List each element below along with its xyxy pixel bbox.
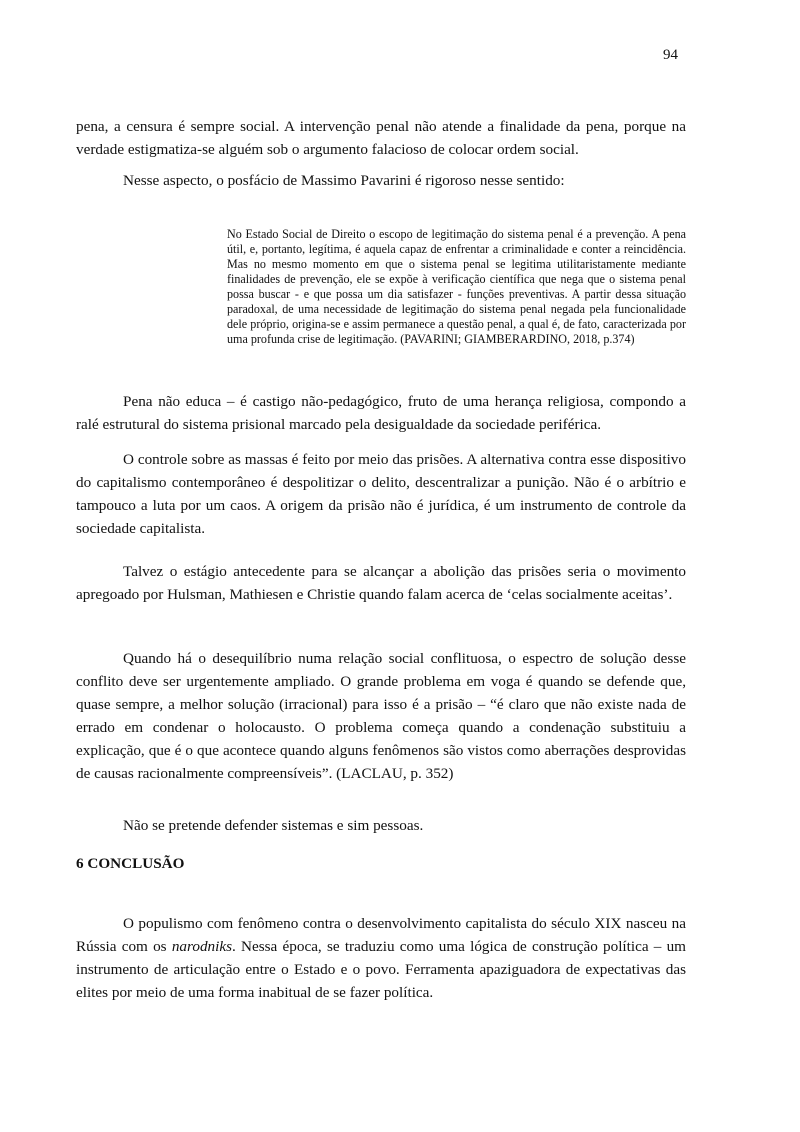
paragraph-controle-massas: O controle sobre as massas é feito por meio das prisões. A alternativa contra esse dispositivo do capitalismo contemporâneo é despolitizar o delito, descentralizar a punição. Não é o arbítrio e tampouco a luta por um caos. A origem da prisão não é jurídica, é um instrumento de controle da sociedade capitalista. bbox=[76, 451, 686, 537]
paragraph-penal-censure: pena, a censura é sempre social. A intervenção penal não atende a finalidade da pena, porque na verdade estigmatiza-se alguém sob o argumento falacioso de colocar ordem social. bbox=[76, 118, 686, 158]
paragraph-abolicao-prisoes: Talvez o estágio antecedente para se alcançar a abolição das prisões seria o movimento apregoado por Hulsman, Mathiesen e Christie quando falam acerca de ‘celas socialmente aceitas’. bbox=[76, 563, 686, 603]
narodniks-term: narodniks bbox=[171, 938, 233, 955]
paragraph-sistemas-pessoas: Não se pretende defender sistemas e sim pessoas. bbox=[123, 817, 424, 834]
paragraph-pena-nao-educa: Pena não educa – é castigo não-pedagógico, fruto de uma herança religiosa, compondo a ralé estrutural do sistema prisional marcado pela desigualdade da sociedade periférica. bbox=[76, 393, 686, 433]
conclusion-text-start: O populismo com fenômeno contra o desenvolvimento capitalista do século XIX nasceu na Rússia com os bbox=[76, 915, 686, 955]
conclusion-text-end: . Nessa época, se traduziu como uma lógica de construção política – um instrumento de articulação entre o Estado e o povo. Ferramenta apaziguadora de expectativas das elites por meio de uma forma inabitual de se fazer política. bbox=[76, 938, 686, 1001]
paragraph-desequilibrio: Quando há o desequilíbrio numa relação social conflituosa, o espectro de solução desse conflito deve ser urgentemente ampliado. O grande problema em voga é quando se defende que, quase sempre, a melhor solução (irracional) para isso é a prisão – “é claro que não existe nada de errado em condenar o holocausto. O problema começa quando a condenação substituiu a explicação, que é o que acontece quando alguns fenômenos são vistos como aberrações desprovidas de causas racionalmente compreensíveis”. (LACLAU, p. 352) bbox=[76, 650, 686, 782]
block-quote-pavarini: No Estado Social de Direito o escopo de legitimação do sistema penal é a prevenção. A pena útil, e, portanto, legítima, é aquela capaz de enfrentar a criminalidade e conter a reincidência. Mas no mesmo momento em que o sistema penal se legitima utilitaristamente mediante finalidades de prevenção, ele se expõe à verificação científica que nega que o sistema penal possa buscar - e que possa um dia satisfazer - funções preventivas. A partir dessa situação paradoxal, de uma necessidade de legitimação do sistema penal negada pela funcionalidade dele próprio, origina-se e assim permanece a questão penal, a qual é, de fato, caracterizada por uma profunda crise de legitimação. (PAVARINI; GIAMBERARDINO, 2018, p.374) bbox=[227, 227, 686, 346]
paragraph-populismo bbox=[76, 912, 686, 1004]
page-number: 94 bbox=[663, 47, 678, 63]
section-heading-conclusao: 6 CONCLUSÃO bbox=[76, 855, 185, 872]
paragraph-pavarini-intro: Nesse aspecto, o posfácio de Massimo Pavarini é rigoroso nesse sentido: bbox=[123, 172, 565, 189]
